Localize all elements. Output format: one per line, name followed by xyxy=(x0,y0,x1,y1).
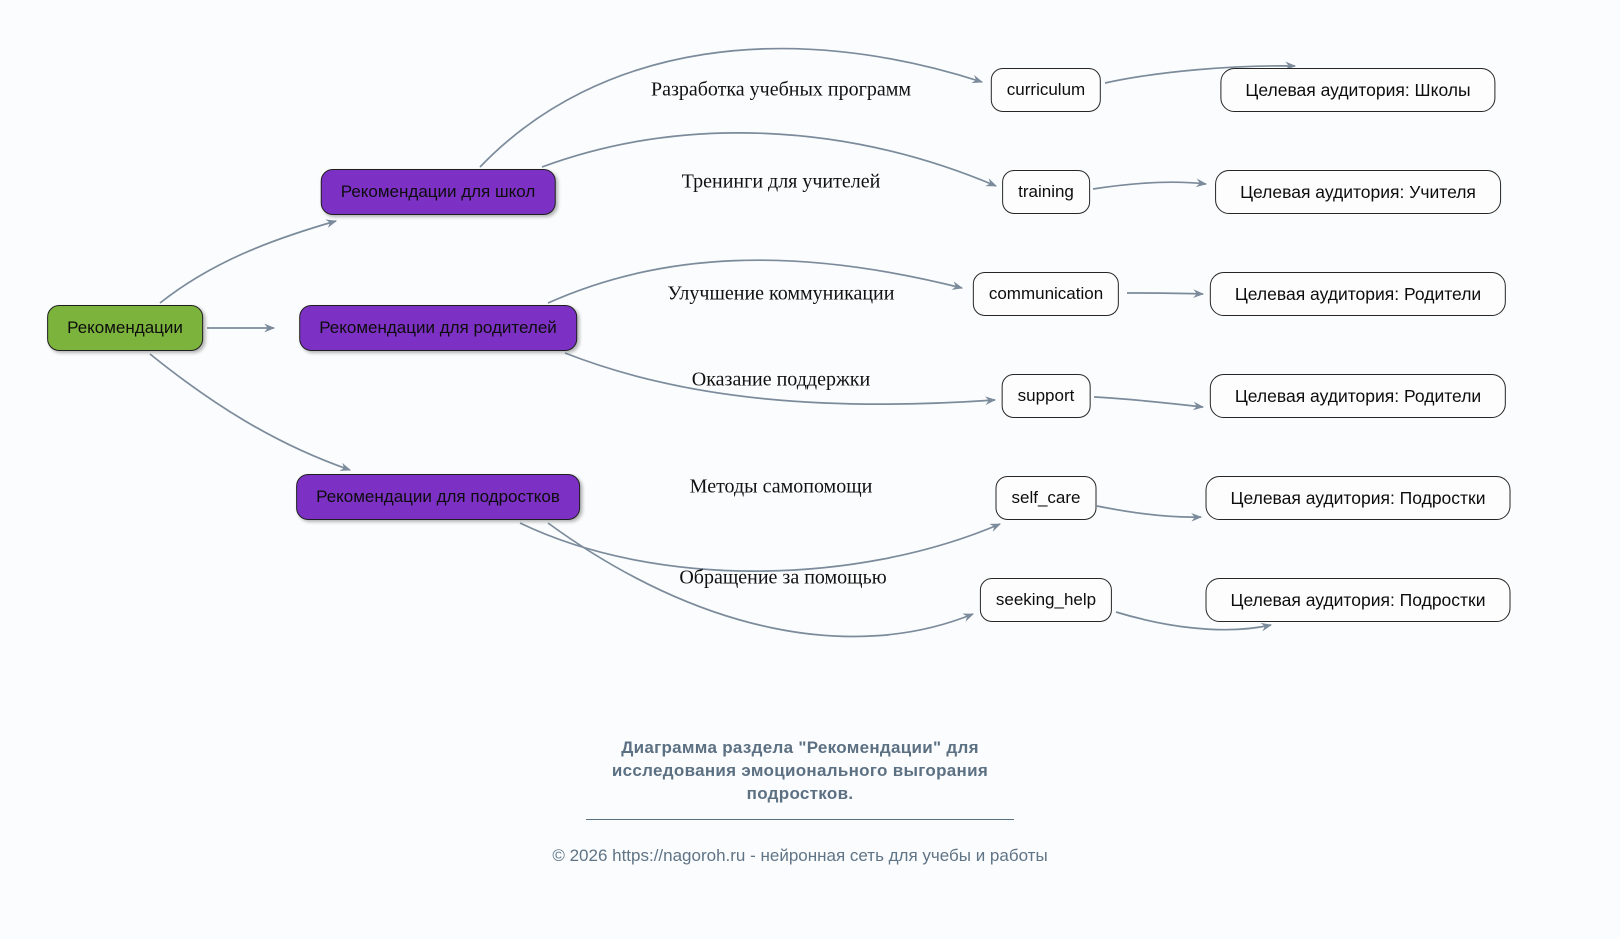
node-audience-schools: Целевая аудитория: Школы xyxy=(1220,68,1495,112)
edge-label-providing-support: Оказание поддержки xyxy=(691,368,871,391)
node-audience-teens-1: Целевая аудитория: Подростки xyxy=(1206,476,1511,520)
node-recommendations-parents: Рекомендации для родителей xyxy=(299,305,577,351)
edge-teens-to-selfcare xyxy=(520,523,1000,571)
edge-label-seeking-help: Обращение за помощью xyxy=(679,566,887,589)
node-training: training xyxy=(1002,170,1090,214)
node-seeking-help: seeking_help xyxy=(980,578,1112,622)
edge-root-to-schools xyxy=(160,221,336,303)
node-audience-teachers: Целевая аудитория: Учителя xyxy=(1215,170,1501,214)
node-audience-parents-2: Целевая аудитория: Родители xyxy=(1210,374,1506,418)
edge-label-self-help-methods: Методы самопомощи xyxy=(689,475,873,498)
node-audience-parents-1: Целевая аудитория: Родители xyxy=(1210,272,1506,316)
edge-schools-to-curriculum xyxy=(480,49,982,167)
node-recommendations-root: Рекомендации xyxy=(47,305,203,351)
node-support: support xyxy=(1002,374,1091,418)
edge-label-curriculum-development: Разработка учебных программ xyxy=(650,78,912,101)
edge-training-to-audience xyxy=(1093,182,1206,189)
edge-root-to-teens xyxy=(150,354,350,470)
node-recommendations-teens: Рекомендации для подростков xyxy=(296,474,580,520)
edge-label-communication-improvement: Улучшение коммуникации xyxy=(667,282,895,305)
node-self-care: self_care xyxy=(996,476,1097,520)
node-curriculum: curriculum xyxy=(991,68,1101,112)
node-communication: communication xyxy=(973,272,1119,316)
node-recommendations-schools: Рекомендации для школ xyxy=(321,169,556,215)
node-audience-teens-2: Целевая аудитория: Подростки xyxy=(1206,578,1511,622)
edge-selfcare-to-audience xyxy=(1097,506,1201,517)
edge-communication-to-audience xyxy=(1127,293,1203,294)
diagram-caption: Диаграмма раздела "Рекомендации" для исследования эмоционального выгорания подростков. xyxy=(611,738,989,803)
copyright-footer: © 2026 https://nagoroh.ru - нейронная сеть для учебы и работы xyxy=(552,846,1048,865)
caption-divider-line xyxy=(586,819,1014,820)
edge-label-teacher-trainings: Тренинги для учителей xyxy=(681,170,881,193)
edge-support-to-audience xyxy=(1094,397,1203,407)
